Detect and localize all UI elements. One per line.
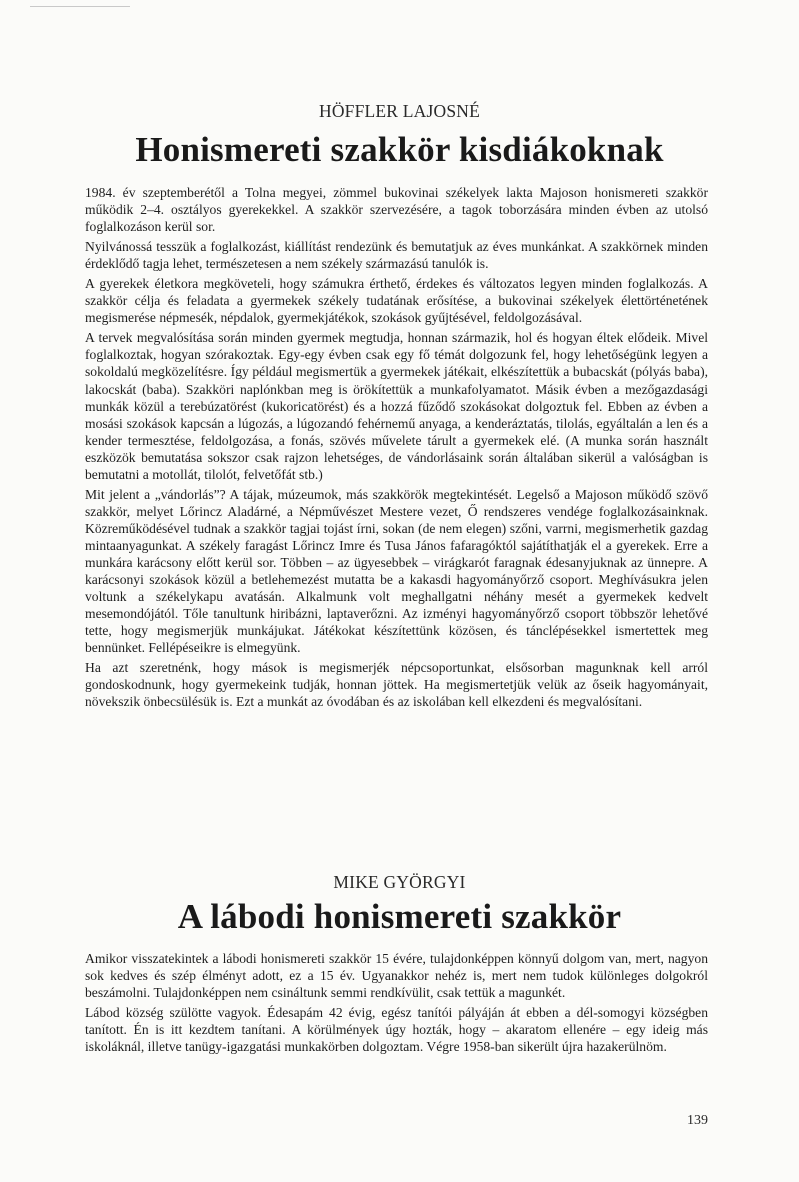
article1-paragraph: A gyerekek életkora megköveteli, hogy számukra érthető, érdekes és változatos legyen minden foglalkozás. A szakkör célja és feladata a gyermekek székely tudatának erősítése, a bukovinai székelyek élettörténetének megismerése népmesék, népdalok, gyermekjátékok, szokások gyűjtésével, feldolgozásával. [85, 276, 708, 326]
top-rule [30, 6, 130, 7]
article1-paragraph: Mit jelent a „vándorlás”? A tájak, múzeumok, más szakkörök megtekintését. Legelső a Majoson működő szövő szakkör, melyet Lőrincz Aladárné, a Népművészet Mestere vezet, Ő rendszeres vendége foglalkozásainknak. Közreműködésével tudnak a szakkör tagjai tojást írni, sokan (de nem elegen) szőni, varrni, megismerhetik gazdag mintaanyagunkat. A székely faragást Lőrincz Imre és Tusa János fafaragóktól sajátíthatják el a gyerekek. Erre a munkára karácsony előtt kerül sor. Többen – az ügyesebbek – virágkarót faragnak édesanyjuknak az ünnepre. A karácsonyi szokások közül a betlehemezést mutatta be a kakasdi hagyományőrző csoport. Meghívásukra jelen voltunk a székelykapu avatásán. Alkalmunk volt meghallgatni néhány mesét a gyermekek kedvelt mesemondójától. Tőle tanultunk hiribázni, laptaverőzni. Az izményi hagyományőrző csoport többször lehetővé tette, hogy megismerjük munkájukat. Játékokat készítettünk közösen, és tánclépésekkel ismertettek meg bennünket. Fellépéseikre is elmegyünk. [85, 486, 708, 656]
article2-paragraph: Lábod község szülötte vagyok. Édesapám 42 évig, egész tanítói pályáján át ebben a dél-somogyi községben tanított. Én is itt kezdtem tanítani. A körülmények úgy hozták, hogy – akaratom ellenére – egy ideig más iskoláknál, illetve tanügy-igazgatási munkakörben dolgoztam. Végre 1958-ban sikerült újra hazakerülnöm. [85, 1005, 708, 1055]
page-number: 139 [687, 1113, 708, 1128]
article1-paragraph: Nyilvánossá tesszük a foglalkozást, kiállítást rendezünk és bemutatjuk az éves munkánkat. A szakkörnek minden érdeklődő tagja lehet, természetesen a nem székely származású tanulók is. [85, 239, 708, 272]
article1-author: HÖFFLER LAJOSNÉ [318, 101, 480, 121]
article1-paragraph: A tervek megvalósítása során minden gyermek megtudja, honnan származik, hol és hogyan éltek elődeik. Mivel foglalkoztak, hogyan szórakoztak. Egy-egy évben csak egy fő témát dolgozunk fel, hogy lehetőségünk legyen a sokoldalú megközelítésre. Így például megismertük a gyermekek játékait, elkészítettük a bubacskát (pólyás baba), lakocskát (baba). Szakköri naplónkban meg is örökítettük a munkafolyamatot. Másik évben a mezőgazdasági munkák közül a terebúzatörést (kukoricatörést) és a hozzá fűződő szokásokat dolgoztuk fel. Ebben az évben a mosási szokások kapcsán a lúgozás, a lúgozandó fehérnemű anyaga, a kenderáztatás, tilolás, egyáltalán a len és a kender termesztése, feldolgozása, a fonás, szövés művelete tárult a gyermekek elé. (A munka során használt eszközök bemutatása sokszor csak rajzon lehetséges, de vándorlásaink során általában sikerül a valóságban is bemutatni a motollát, tilolót, felvetőfát stb.) [85, 330, 708, 482]
article1-paragraph: Ha azt szeretnénk, hogy mások is megismerjék népcsoportunkat, elsősorban magunknak kell arról gondoskodnunk, hogy gyermekeink tudják, honnan jöttek. Ha megismertetjük velük az őseik hagyományait, növekszik önbecsülésük is. Ezt a munkát az óvodában és az iskolában kell elkezdeni és megvalósítani. [85, 660, 708, 710]
article2-body [85, 950, 708, 1058]
article2-title: A lábodi honismereti szakkör [177, 897, 622, 936]
article1-paragraph: 1984. év szeptemberétől a Tolna megyei, zömmel bukovinai székelyek lakta Majoson honismereti szakkör működik 2–4. osztályos gyerekekkel. A szakkör szervezésére, a tagok toborzására minden évben az utolsó foglalkozáson kerül sor. [85, 185, 708, 235]
article2-paragraph: Amikor visszatekintek a lábodi honismereti szakkör 15 évére, tulajdonképpen könnyű dolgom van, mert, nagyon sok kedves és szép élményt adott, ez a 15 év. Ugyanakkor nehéz is, mert nem tudok különleges dolgokról beszámolni. Tulajdonképpen nem csináltunk semmi rendkívülit, csak tettük a magunkét. [85, 951, 708, 1001]
article1-body [85, 184, 708, 713]
article2-author: MIKE GYÖRGYI [333, 872, 466, 892]
article1-title: Honismereti szakkör kisdiákoknak [135, 130, 664, 169]
